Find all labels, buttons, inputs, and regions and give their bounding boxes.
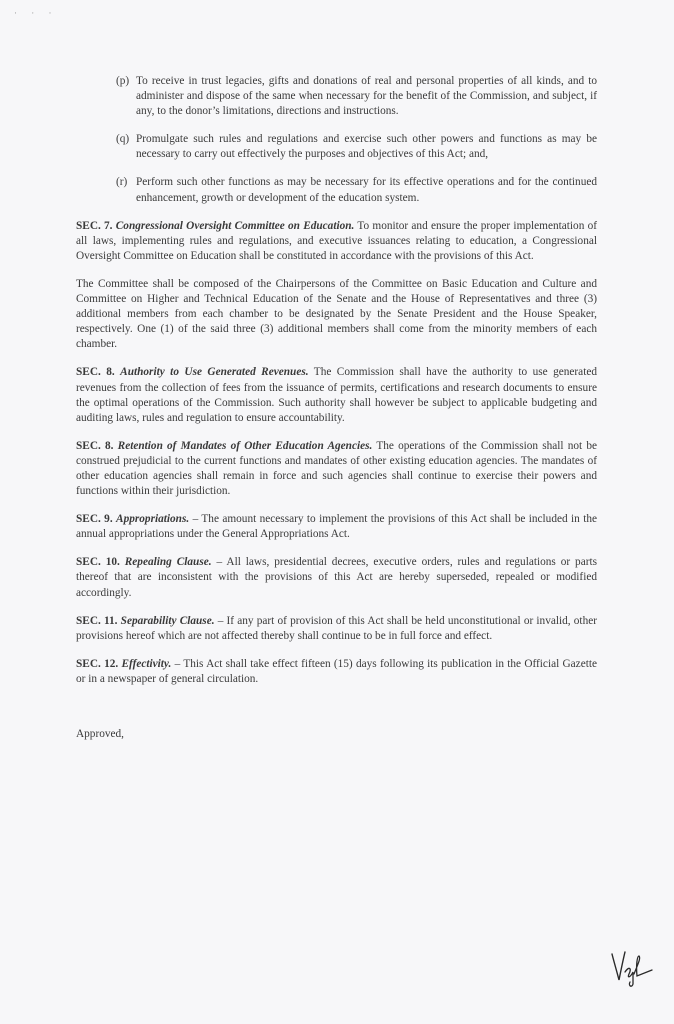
section-body: – All laws, presidential decrees, executive orders, rules and regulations or parts thereof that are inconsistent with the provisions of this Act are hereby superseded, repealed or modified accordingly. (76, 556, 598, 599)
section-body: – If any part of provision of this Act shall be held unconstitutional or invalid, other provisions hereof which are not affected thereby shall continue to be in full force and effect. (76, 614, 597, 642)
section-title: Congressional Oversight Committee on Education. (115, 219, 355, 232)
section-title: Repealing Clause. (124, 556, 212, 569)
item-text: To receive in trust legacies, gifts and donations of real and personal properties of all kinds, and to administer and dispose of the same when necessary for the benefit of the Commission, and subject, if any, to the donor’s limitations, directions and instructions. (136, 75, 597, 118)
section-body: The Commission shall have the authority to use generated revenues from the collection of fees from the issuance of permits, certifications and research documents to ensure the optimal operations of the Commission. Such authority shall however be subject to applicable budgeting and auditing laws, rules and regulation to ensure accountability. (76, 366, 598, 424)
item-text: Perform such other functions as may be necessary for its effective operations and for the continued enhancement, growth or development of the education system. (136, 176, 597, 204)
list-item (116, 74, 597, 119)
section-9 (76, 512, 597, 542)
section-11 (76, 614, 597, 644)
section-12 (76, 657, 597, 687)
item-label: (p) (116, 75, 130, 87)
approved-label: Approved, (76, 728, 125, 740)
section-body: To monitor and ensure the proper implementation of all laws, implementing rules and regulations, and executive issuances relating to education, a Congressional Oversight Committee on Education shall be constituted in accordance with the provisions of this Act. (76, 219, 597, 262)
item-label: (r) (116, 176, 128, 189)
item-label: (q) (116, 133, 130, 146)
section-title: Retention of Mandates of Other Education Agencies. (117, 439, 373, 452)
list-item (116, 132, 597, 162)
section-number: SEC. 9. (76, 513, 113, 526)
section-title: Effectivity. (121, 657, 172, 670)
section-title: Appropriations. (116, 513, 190, 526)
section-number: SEC. 10. (76, 556, 120, 569)
section-8-mandates (76, 439, 597, 499)
section-number: SEC. 8. (76, 439, 114, 452)
section-number: SEC. 7. (76, 219, 113, 232)
committee-paragraph: The Committee shall be composed of the Chairpersons of the Committee on Basic Education and Culture and Committee on Higher and Technical Education of the Senate and the House of Representatives and three (3) additional members from each chamber to be designated by the Senate President and the House Speaker, respectively. One (1) of the said three (3) additional members shall come from the minority members of each chamber. (76, 277, 597, 351)
document-body (76, 74, 597, 742)
section-body: – The amount necessary to implement the provisions of this Act shall be included in the annual appropriations under the General Appropriations Act. (76, 513, 597, 541)
section-body: The operations of the Commission shall not be construed prejudicial to the current functions and mandates of other existing education agencies. The mandates of other education agencies shall remain in force and such agencies shall continue to exercise their powers and functions within their jurisdiction. (76, 439, 597, 498)
section-10 (76, 555, 597, 600)
section-number: SEC. 11. (76, 614, 118, 627)
signature-icon (608, 944, 656, 988)
section-7 (76, 219, 597, 264)
section-title: Authority to Use Generated Revenues. (120, 366, 309, 379)
section-body: – This Act shall take effect fifteen (15) days following its publication in the Official Gazette or in a newspaper of general circulation. (76, 657, 598, 685)
section-8-revenues (76, 365, 597, 425)
section-number: SEC. 8. (76, 366, 115, 379)
section-title: Separability Clause. (120, 614, 215, 627)
corner-marks: · · · (14, 8, 58, 18)
section-number: SEC. 12. (76, 657, 119, 670)
list-item (116, 175, 597, 205)
item-text: Promulgate such rules and regulations and exercise such other powers and functions as may be necessary to carry out effectively the purposes and objectives of this Act; and, (136, 133, 597, 161)
